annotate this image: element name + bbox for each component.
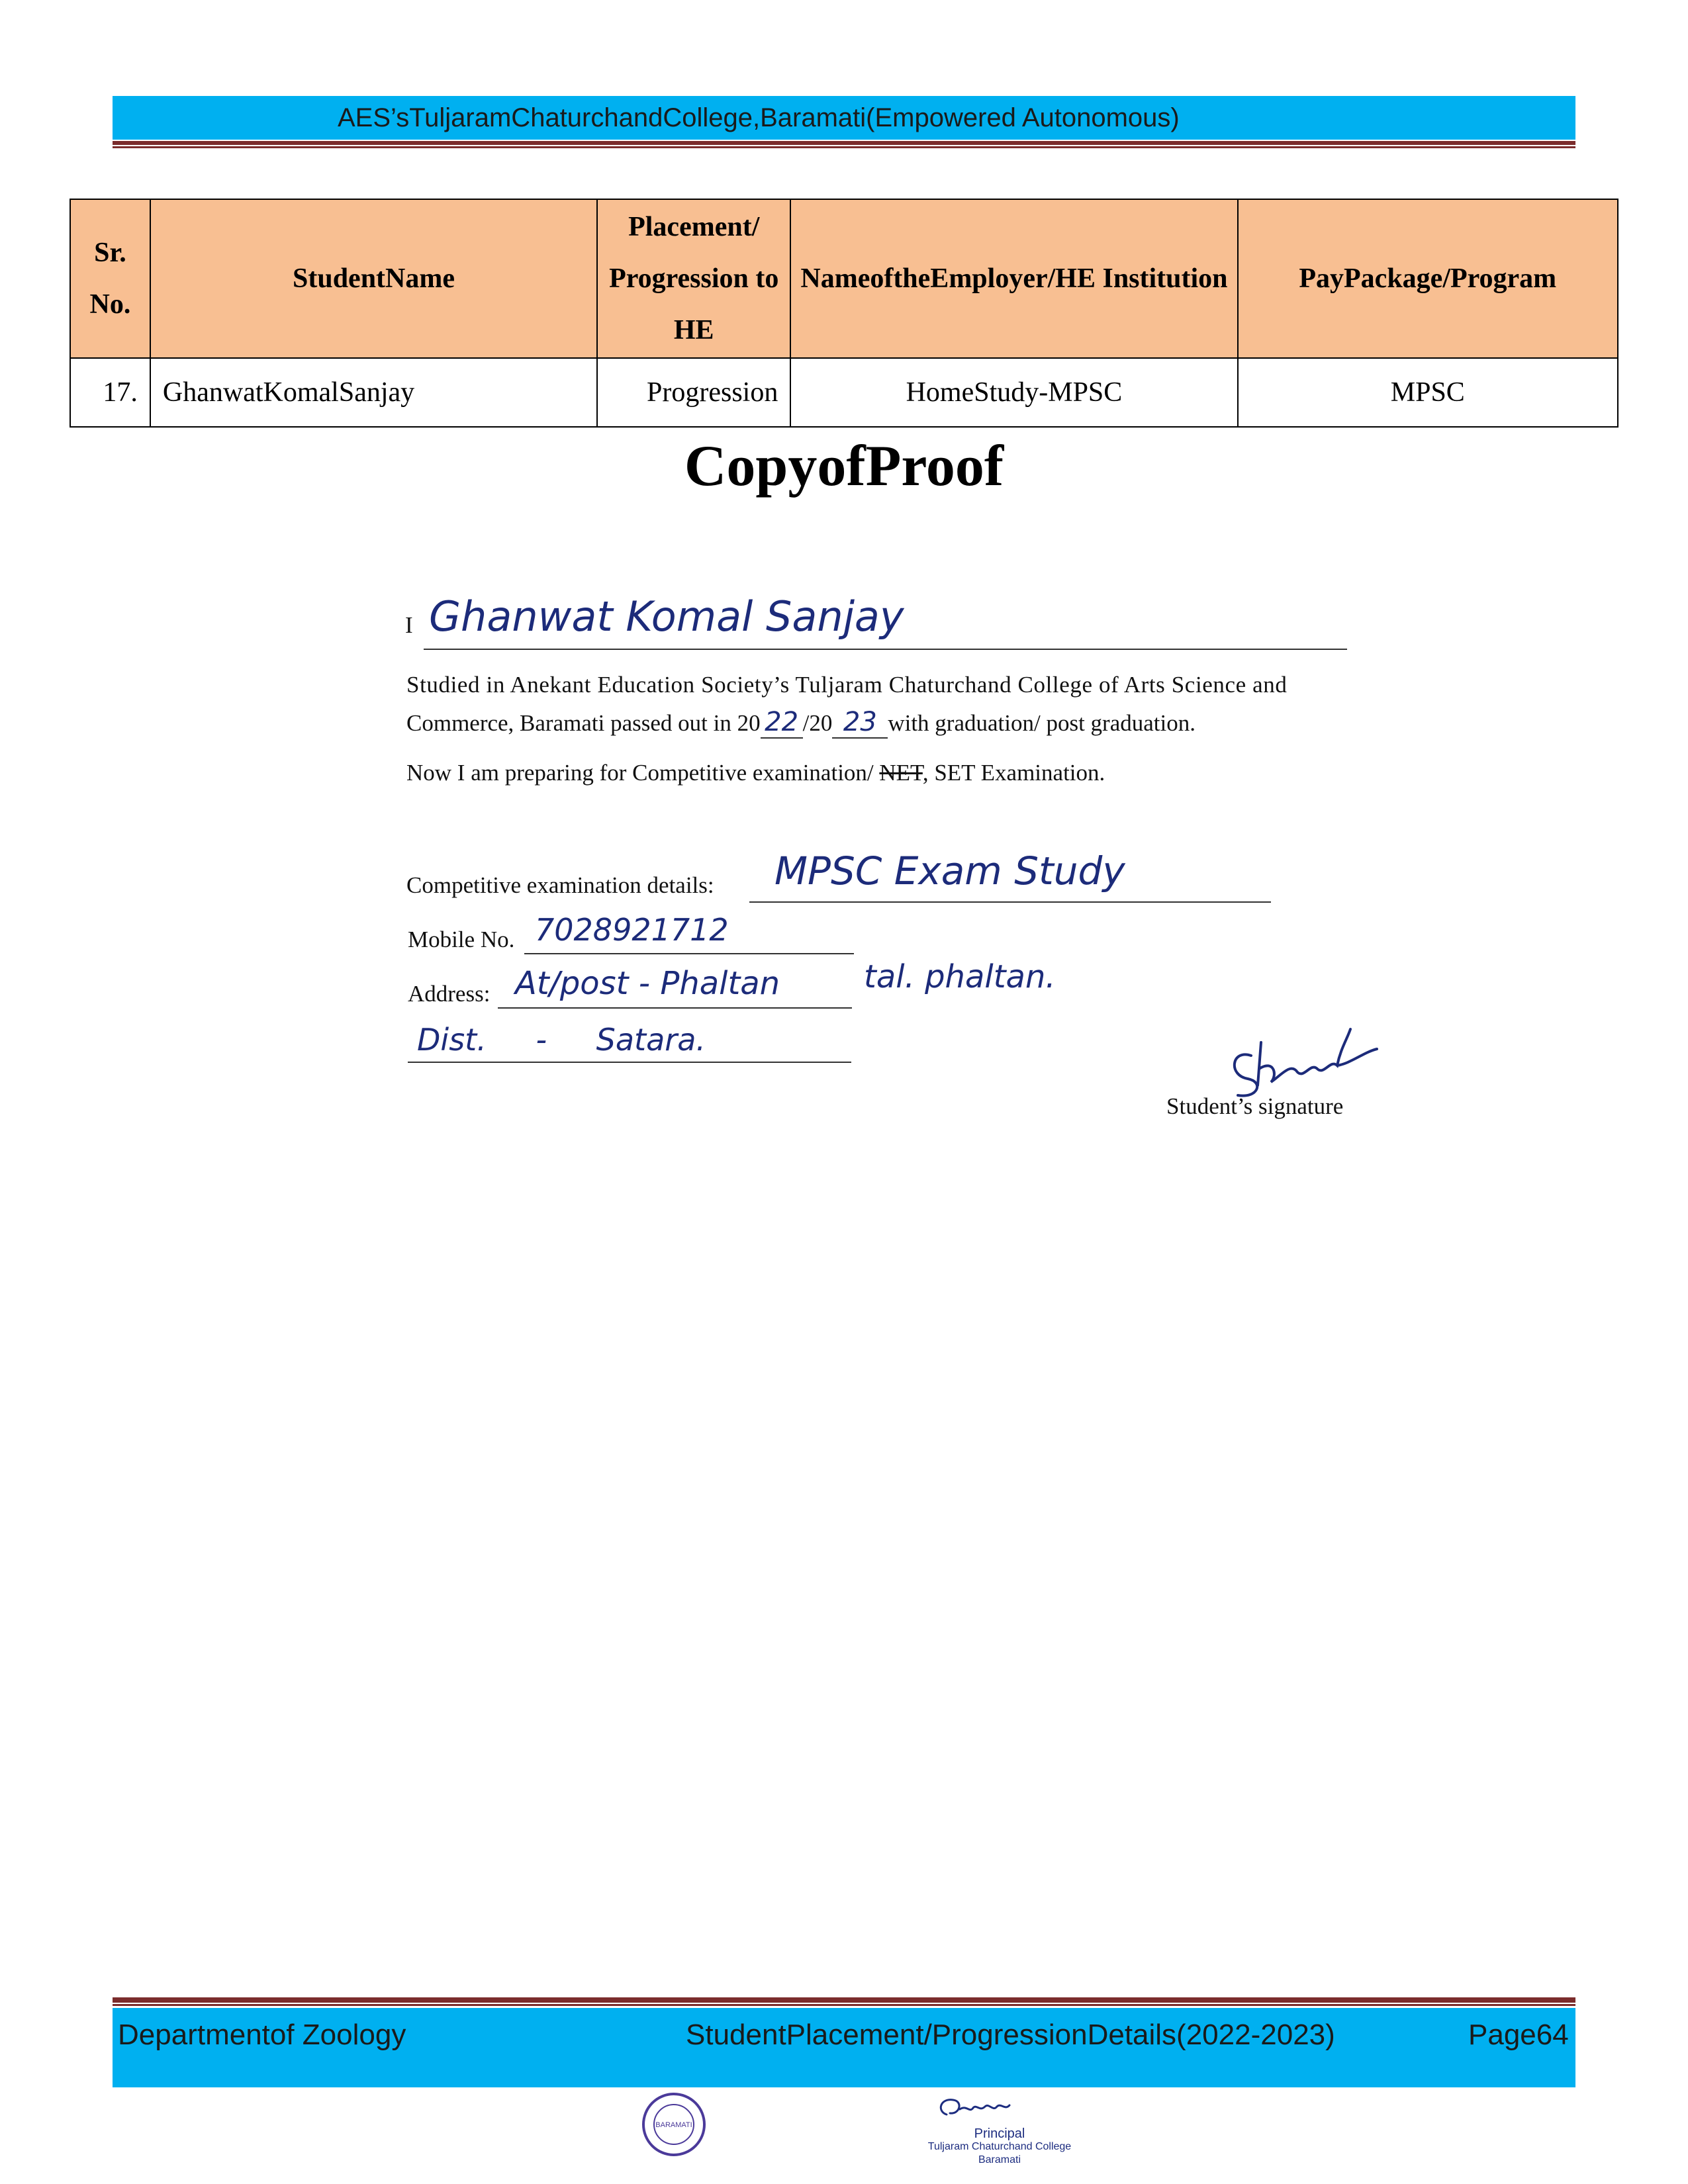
mobile-underline [524,953,854,954]
studied-line-2-start: Commerce, Baramati passed out in 20 [406,710,761,736]
handwritten-student-name: Ghanwat Komal Sanjay [429,592,904,641]
preparing-start: Now I am preparing for Competitive examination/ [406,760,880,786]
footer-rule [113,1997,1575,2003]
col-placement: Placement/ Progression to HE [597,199,790,358]
slash-20: /20 [802,710,833,736]
seal-text: BARAMATI [655,2121,692,2129]
cell-placement: Progression [597,358,790,427]
mobile-label: Mobile No. [408,927,515,952]
proof-title: CopyofProof [684,434,1004,498]
form-prefix-i: I [405,612,413,638]
handwritten-address-extra: tal. phaltan. [864,958,1056,995]
footer-center-title: StudentPlacement/ProgressionDetails(2022-2023) [686,2019,1335,2051]
preparing-struck-net: NET [879,760,923,786]
principal-signature-mark [933,2095,1026,2128]
name-underline [424,649,1347,650]
handwritten-year-from: 22 [761,707,803,739]
table-row [70,358,1618,427]
handwritten-address-line-2: Dist. - Satara. [417,1022,706,1058]
col-sr-no: Sr. No. [70,199,150,358]
header-rule-thin [113,146,1575,148]
handwritten-exam-details: MPSC Exam Study [774,848,1125,893]
principal-city: Baramati [978,2154,1021,2165]
cell-pay-package: MPSC [1238,358,1618,427]
cell-student-name: GhanwatKomalSanjay [150,358,597,427]
preparing-end: , SET Examination. [922,760,1105,786]
college-seal-icon [641,2091,707,2158]
address-underline-1 [498,1007,852,1009]
cell-sr-no: 17. [70,358,150,427]
header-rule [113,141,1575,145]
table-header-row [70,199,1618,358]
handwritten-mobile: 7028921712 [535,912,729,948]
studied-line-2 [406,707,1196,739]
exam-details-label: Competitive examination details: [406,872,714,898]
footer-department: Departmentof Zoology [118,2019,406,2051]
col-student-name: StudentName [150,199,597,358]
placement-table [70,199,1618,428]
footer-page-number: Page64 [1468,2019,1569,2051]
student-signature-label: Student’s signature [1166,1093,1344,1119]
principal-college: Tuljaram Chaturchand College [927,2141,1072,2152]
footer-rule-thin [113,2004,1575,2006]
col-pay-package: PayPackage/Program [1238,199,1618,358]
studied-line-1: Studied in Anekant Education Society’s Tuljaram Chaturchand College of Arts Science and [406,672,1288,698]
handwritten-address-line-1: At/post - Phaltan [515,965,780,1002]
col-employer: NameoftheEmployer/HE Institution [790,199,1237,358]
college-header-title: AES’sTuljaramChaturchandCollege,Baramati(Empowered Autonomous) [338,103,1180,132]
exam-details-underline [749,901,1271,903]
studied-line-2-end: with graduation/ post graduation. [888,710,1196,736]
address-underline-2 [408,1062,851,1063]
address-label: Address: [408,981,491,1007]
handwritten-year-to: 23 [832,707,888,739]
cell-employer: HomeStudy-MPSC [790,358,1237,427]
principal-label: Principal [974,2126,1025,2141]
preparing-line [406,760,1105,786]
